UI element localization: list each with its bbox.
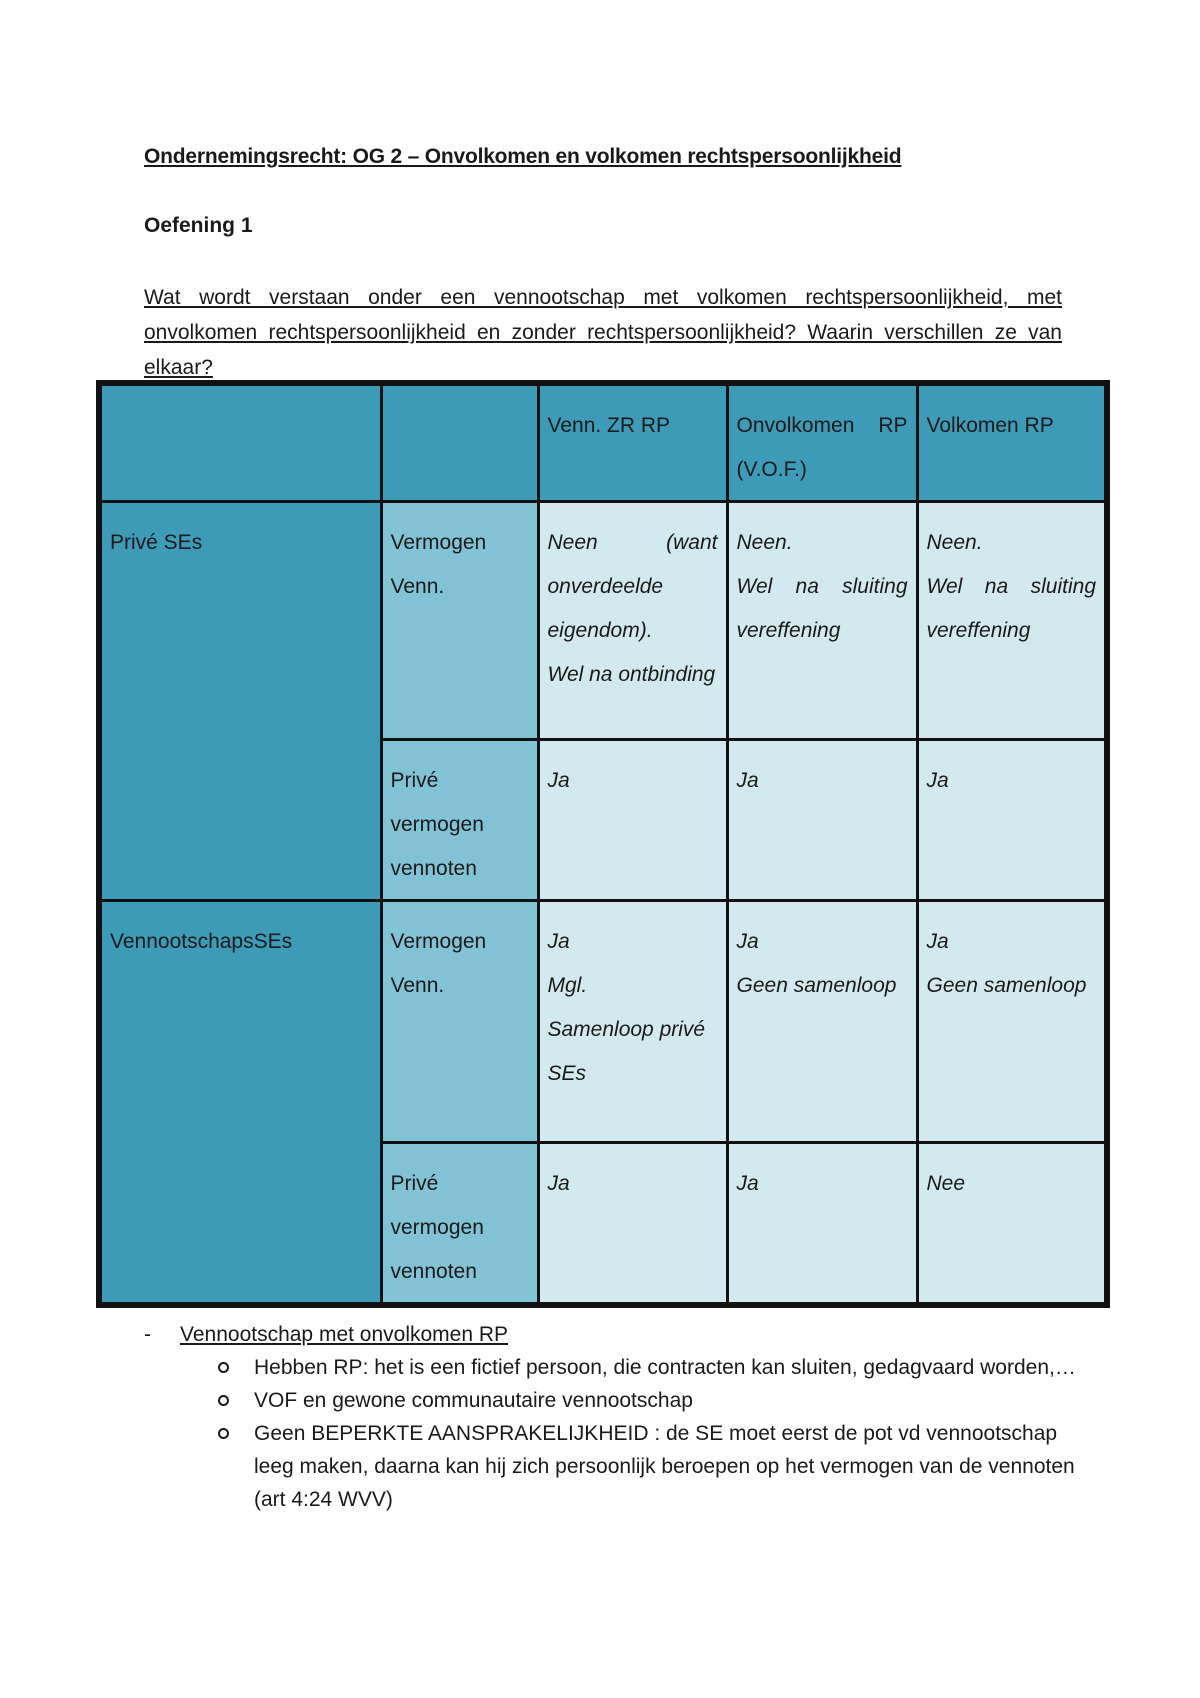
comparison-table — [96, 380, 1110, 1308]
bullet-heading-label: Vennootschap met onvolkomen RP — [180, 1323, 509, 1346]
table-row — [99, 502, 1107, 740]
cell-volkomen: Ja Geen samenloop — [917, 901, 1107, 1143]
cell-volkomen: Nee — [917, 1143, 1107, 1306]
row-label: Vermogen Venn. — [381, 901, 538, 1143]
exercise-title: Oefening 1 — [144, 214, 253, 237]
header-cell-empty-1 — [99, 383, 381, 502]
cell-volkomen: Neen. Wel na sluiting vereffening — [917, 502, 1107, 740]
header-cell-onvolkomen-rp: Onvolkomen RP (V.O.F.) — [727, 383, 917, 502]
document-title: Ondernemingsrecht: OG 2 – Onvolkomen en volkomen rechtspersoonlijkheid — [144, 145, 902, 168]
cell-zr: Ja — [538, 740, 727, 901]
list-item: Geen BEPERKTE AANSPRAKELIJKHEID : de SE moet eerst de pot vd vennootschap leeg maken, daarna kan hij zich persoonlijk beroepen op het vermogen van de vennoten (art 4:24 WVV) — [144, 1417, 1084, 1516]
cell-zr: Neen (want onverdeelde eigendom). Wel na ontbinding — [538, 502, 727, 740]
cell-volkomen: Ja — [917, 740, 1107, 901]
table-row — [99, 901, 1107, 1143]
circle-bullet-icon — [218, 1362, 229, 1373]
cell-zr: Ja — [538, 1143, 727, 1306]
cell-onvolkomen: Ja Geen samenloop — [727, 901, 917, 1143]
cell-onvolkomen: Ja — [727, 740, 917, 901]
cell-zr: Ja Mgl. Samenloop privé SEs — [538, 901, 727, 1143]
row-label: Privé vermogen vennoten — [381, 1143, 538, 1306]
header-cell-zr-rp: Venn. ZR RP — [538, 383, 727, 502]
exercise-question: Wat wordt verstaan onder een vennootschap met volkomen rechtspersoonlijkheid, met onvolkomen rechtspersoonlijkheid en zonder rechtspersoonlijkheid? Waarin verschillen ze van elkaar? — [144, 286, 1062, 379]
sub-bullet-list — [144, 1351, 1084, 1516]
row-label: Privé vermogen vennoten — [381, 740, 538, 901]
row-label: Vermogen Venn. — [381, 502, 538, 740]
circle-bullet-icon — [218, 1395, 229, 1406]
bullet-section — [144, 1318, 1084, 1516]
group-label-prive-ses: Privé SEs — [99, 502, 381, 901]
header-cell-volkomen-rp: Volkomen RP — [917, 383, 1107, 502]
list-item: Hebben RP: het is een fictief persoon, die contracten kan sluiten, gedagvaard worden,… — [144, 1351, 1084, 1384]
circle-bullet-icon — [218, 1428, 229, 1439]
list-item: VOF en gewone communautaire vennootschap — [144, 1384, 1084, 1417]
bullet-heading — [144, 1318, 1084, 1351]
dash-bullet-icon: - — [144, 1323, 151, 1346]
table-header-row — [99, 383, 1107, 502]
cell-onvolkomen: Neen. Wel na sluiting vereffening — [727, 502, 917, 740]
cell-onvolkomen: Ja — [727, 1143, 917, 1306]
header-cell-empty-2 — [381, 383, 538, 502]
group-label-vennootschaps-ses: VennootschapsSEs — [99, 901, 381, 1306]
